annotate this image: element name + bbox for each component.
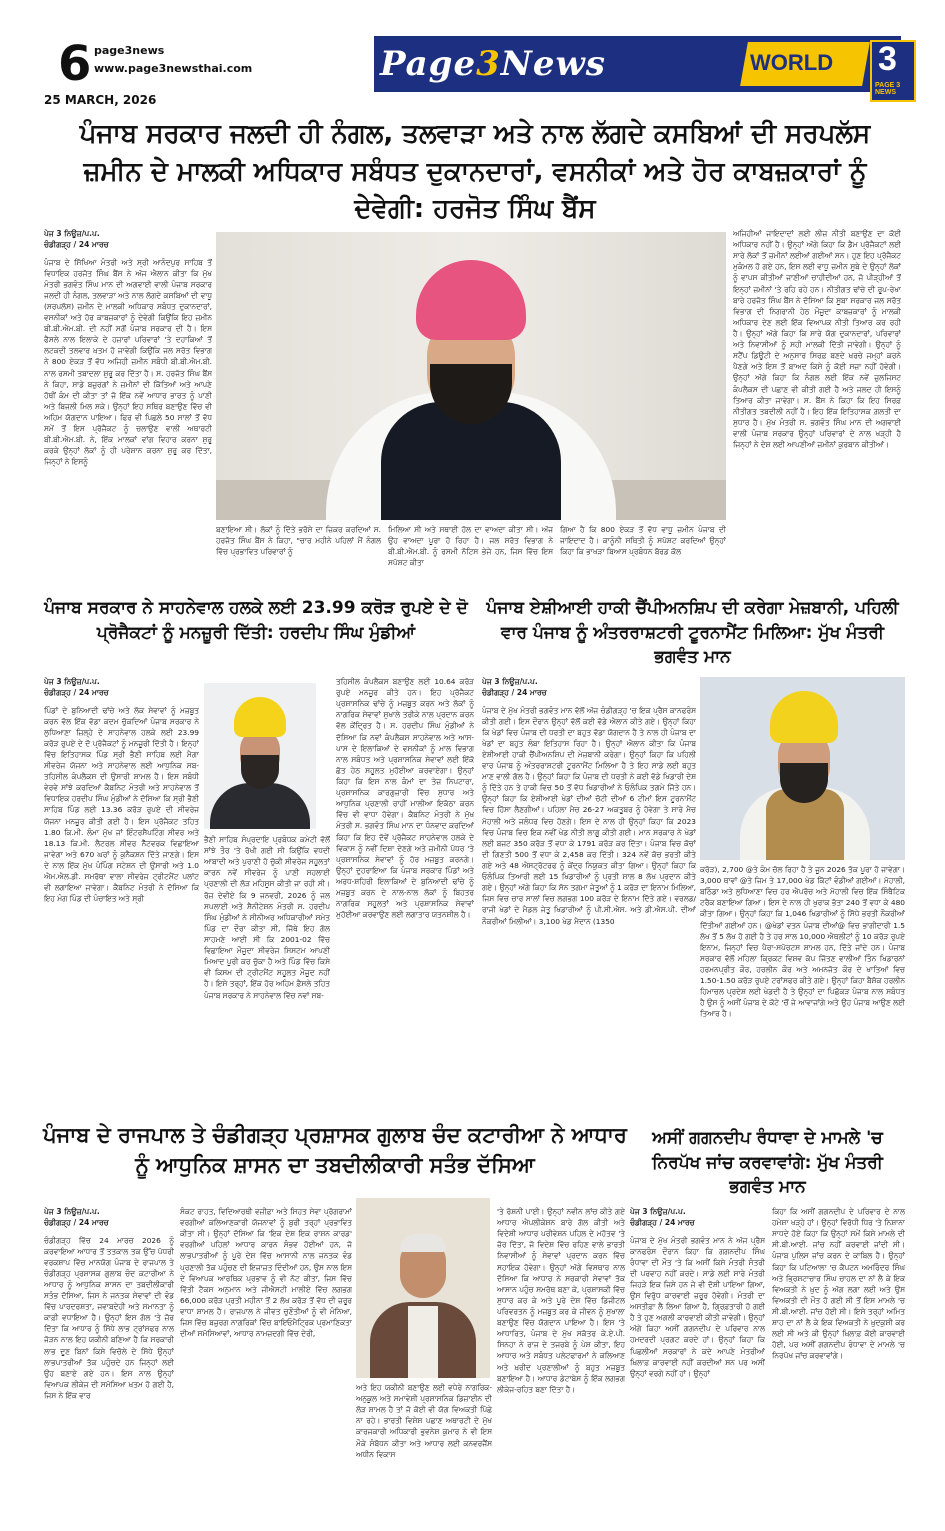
- article-text: ਪੰਜਾਬ ਦੇ ਮੁੱਖ ਮੰਤਰੀ ਭਗਵੰਤ ਮਾਨ ਵੱਲੋਂ ਅੱਜ ਚੰਡੀਗੜ੍ਹ 'ਚ ਇਕ ਪ੍ਰੈਸ ਕਾਨਫਰੰਸ ਕੀਤੀ ਗਈ। ਇਸ ਦੌਰਾਨ ਉਨ੍ਹਾਂ ਵੱਲੋਂ ਕਈ ਵੱਡੇ ਐਲਾਨ ਕੀਤੇ ਗਏ। ਉਨ੍ਹਾਂ ਕਿਹਾ ਕਿ ਖੇਡਾਂ ਵਿਚ ਪੰਜਾਬ ਦੀ ਧਰਤੀ ਦਾ ਬਹੁਤ ਵੱਡਾ ਯੋਗਦਾਨ ਹੈ ਤੇ ਨਾਲ ਹੀ ਪੰਜਾਬ ਦਾ ਖੇਡਾਂ ਦਾ ਬਹੁਤ ਲੰਬਾ ਇਤਿਹਾਸ ਰਿਹਾ ਹੈ। ਉਨ੍ਹਾਂ ਐਲਾਨ ਕੀਤਾ ਕਿ ਪੰਜਾਬ ਏਸ਼ੀਆਈ ਹਾਕੀ ਚੈਂਪੀਅਨਸ਼ਿਪ ਦੀ ਮੇਜ਼ਬਾਨੀ ਕਰੇਗਾ। ਉਨ੍ਹਾਂ ਕਿਹਾ ਕਿ ਪਹਿਲੀ ਵਾਰ ਪੰਜਾਬ ਨੂੰ ਅੰਤਰਰਾਸ਼ਟਰੀ ਟੂਰਨਾਮੈਂਟ ਮਿਲਿਆ ਹੈ ਤੇ ਇਹ ਸਾਡੇ ਲਈ ਬਹੁਤ ਮਾਣ ਵਾਲੀ ਗੱਲ ਹੈ। ਉਨ੍ਹਾਂ ਕਿਹਾ ਕਿ ਪੰਜਾਬ ਦੀ ਧਰਤੀ ਨੇ ਕਈ ਵੱਡੇ ਖਿਡਾਰੀ ਦੇਸ਼ ਨੂੰ ਦਿੱਤੇ ਹਨ ਤੇ ਹਾਕੀ ਵਿਚ 50 ਤੋਂ ਵੱਧ ਖਿਡਾਰੀਆਂ ਨੇ ਓਲੰਪਿਕ ਤਗਮੇ ਜਿੱਤੇ ਹਨ। ਉਨ੍ਹਾਂ ਕਿਹਾ ਕਿ ਏਸ਼ੀਆਈ ਖੇਡਾਂ ਦੀਆਂ ਚੋਟੀ ਦੀਆਂ 6 ਟੀਮਾਂ ਇਸ ਟੂਰਨਾਮੈਂਟ ਵਿਚ ਹਿੱਸਾ ਲੈਣਗੀਆਂ। ਪਹਿਲਾ ਮੈਚ 26-27 ਅਕਤੂਬਰ ਨੂੰ ਹੋਵੇਗਾ ਤੇ ਸਾਰੇ ਮੈਚ ਮੋਹਾਲੀ ਅਤੇ ਜਲੰਧਰ ਵਿਚ ਹੋਣਗੇ। ਇਸ ਦੇ ਨਾਲ ਹੀ ਉਨ੍ਹਾਂ ਕਿਹਾ ਕਿ 2023 ਵਿਚ ਪੰਜਾਬ ਵਿਚ ਇਕ ਨਵੀਂ ਖੇਡ ਨੀਤੀ ਲਾਗੂ ਕੀਤੀ ਗਈ। ਮਾਨ ਸਰਕਾਰ ਨੇ ਖੇਡਾਂ ਲਈ ਬਜਟ 350 ਕਰੋੜ ਤੋਂ ਵਧਾ ਕੇ 1791 ਕਰੋੜ ਕਰ ਦਿੱਤਾ। ਪੰਜਾਬ ਵਿਚ ਕੋਚਾਂ ਦੀ ਗਿਣਤੀ 500 ਤੋਂ ਵਧਾ ਕੇ 2,458 ਕਰ ਦਿੱਤੀ। 324 ਨਵੇਂ ਕੋਚ ਭਰਤੀ ਕੀਤੇ ਗਏ ਅਤੇ 48 ਐਸਟ੍ਰੋਟਰਫ ਨੂੰ ਕੇਂਦ੍ਰ ਨਿਯੁਕਤ ਕੀਤਾ ਗਿਆ। ਉਨ੍ਹਾਂ ਕਿਹਾ ਕਿ ਓਲੰਪਿਕ ਤਿਆਰੀ ਲਈ 15 ਖਿਡਾਰੀਆਂ ਨੂੰ ਪ੍ਰਤੀ ਸਾਲ 8 ਲੱਖ ਪ੍ਰਦਾਨ ਕੀਤੇ ਗਏ। ਉਨ੍ਹਾਂ ਅੱਗੇ ਕਿਹਾ ਕਿ ਸੋਨ ਤਗਮਾ ਜੇਤੂਆਂ ਨੂੰ 1 ਕਰੋੜ ਦਾ ਇਨਾਮ ਮਿਲਿਆ, ਜਿਸ ਵਿਚ ਚਾਰ ਸਾਲਾਂ ਵਿਚ ਲਗਭਗ 100 ਕਰੋੜ ਦੇ ਇਨਾਮ ਦਿੱਤੇ ਗਏ। ਵਰਲਡ/ਰਾਜੀ ਖੇਡਾਂ ਦੇ ਮੈਡਲ ਜੇਤੂ ਖਿਡਾਰੀਆਂ ਨੂੰ ਪੀ.ਸੀ.ਐਸ. ਅਤੇ ਡੀ.ਐਸ.ਪੀ. ਦੀਆਂ ਨੌਕਰੀਆਂ ਮਿਲੀਆਂ। 3,100 ਖੇਡ ਮੈਦਾਨ (1350: [482, 705, 696, 926]
- article-text: ਚੰਡੀਗੜ੍ਹ ਵਿੱਚ 24 ਮਾਰਚ 2026 ਨੂੰ ਕਰਵਾਇਆ ਆਧਾਰ ਤੋਂ ਤਤਕਾਲ ਤਕ ਉੱਚ ਪੱਧਰੀ ਵਰਕਸ਼ਾਪ ਵਿੱਚ ਮਾਨਯੋਗ ਪੰਜਾਬ ਦੇ ਰਾਜਪਾਲ ਤੇ ਚੰਡੀਗੜ੍ਹ ਪ੍ਰਸ਼ਾਸਕ ਗੁਲਾਬ ਚੰਦ ਕਟਾਰੀਆ ਨੇ ਆਧਾਰ ਨੂੰ ਆਧੁਨਿਕ ਸ਼ਾਸਨ ਦਾ ਤਬਦੀਲੀਕਾਰੀ ਸਤੰਭ ਦੱਸਿਆ, ਜਿਸ ਨੇ ਜਨਤਕ ਸੇਵਾਵਾਂ ਦੀ ਵੰਡ ਵਿੱਚ ਪਾਰਦਰਸ਼ਤਾ, ਜਵਾਬਦੇਹੀ ਅਤੇ ਸਮਾਨਤਾ ਨੂੰ ਕਾਫ਼ੀ ਵਧਾਇਆ ਹੈ। ਉਨ੍ਹਾਂ ਇਸ ਗੱਲ 'ਤੇ ਜ਼ੋਰ ਦਿੱਤਾ ਕਿ ਆਧਾਰ ਨੂੰ ਸਿੱਧੇ ਲਾਭ ਟ੍ਰਾਂਸਫਰ ਨਾਲ ਜੋੜਨ ਨਾਲ ਇਹ ਯਕੀਨੀ ਬਣਿਆ ਹੈ ਕਿ ਸਰਕਾਰੀ ਲਾਭ ਦੂਣ ਬਿਨਾਂ ਕਿਸੇ ਵਿਚੋਲੇ ਦੇ ਸਿੱਧੇ ਉਨ੍ਹਾਂ ਲਾਭਪਾਤਰੀਆਂ ਤੱਕ ਪਹੁੰਚਦੇ ਹਨ ਜਿਨ੍ਹਾਂ ਲਈ ਉਹ ਬਣਾਏ ਗਏ ਹਨ। ਇਸ ਨਾਲ ਉਨ੍ਹਾਂ ਵਿਆਪਕ ਲੀਕੇਜ ਦੀ ਸਮੱਸਿਆ ਖ਼ਤਮ ਹੋ ਗਈ ਹੈ, ਜਿਸ ਨੇ ਇੱਕ ਵਾਰ: [44, 1235, 174, 1401]
- article-text: ਭੈਣੀ ਸਾਹਿਬ ਸੰਪ੍ਰਦਾਇ ਪ੍ਰਬੰਧਕ ਕਮੇਟੀ ਵੱਲੋਂ ਸਾਂਝੇ ਤੌਰ 'ਤੇ ਰੱਖੀ ਗਈ ਸੀ ਕਿਉਂਕਿ ਵਧਦੀ ਆਬਾਦੀ ਅਤੇ ਪੁਰਾਣੀ ਹੋ ਚੁੱਕੀ ਸੀਵਰੇਜ ਸਹੂਲਤਾਂ ਕਾਰਨ ਨਵੇਂ ਸੀਵਰੇਜ ਨੂੰ ਪਾਣੀ ਸਹਲਾਈ ਪ੍ਰਣਾਲੀ ਦੀ ਲੋੜ ਮਹਿਸੂਸ ਕੀਤੀ ਜਾ ਰਹੀ ਸੀ। ਰੋਜ਼ ਦੇਵੀਏ ਕਿ 9 ਜਨਵਰੀ, 2026 ਨੂੰ ਜਲ ਸਪਲਾਈ ਅਤੇ ਸੈਨੀਟੇਸ਼ਨ ਮੰਤਰੀ ਸ. ਹਰਦੀਪ ਸਿੰਘ ਮੁੰਡੀਆਂ ਨੇ ਸੀਨੀਅਰ ਅਧਿਕਾਰੀਆਂ ਸਮੇਤ ਪਿੰਡ ਦਾ ਦੌਰਾ ਕੀਤਾ ਸੀ, ਜਿੱਥੇ ਇਹ ਗੱਲ ਸਾਹਮਣੇ ਆਈ ਸੀ ਕਿ 2001-02 ਵਿੱਚ ਵਿਛਾਇਆ ਮੌਜੂਦਾ ਸੀਵਰੇਜ ਸਿਸਟਮ ਆਪਣੀ ਮਿਆਦ ਪੂਰੀ ਕਰ ਚੁੱਕਾ ਹੈ ਅਤੇ ਪਿੰਡ ਵਿੱਚ ਕਿਸੇ ਵੀ ਕਿਸਮ ਦੀ ਟ੍ਰੀਟਮੈਂਟ ਸਹੂਲਤ ਮੌਜੂਦ ਨਹੀਂ ਹੈ। ਇਸੇ ਤਰ੍ਹਾਂ, ਇੱਕ ਹੋਰ ਅਹਿਮ ਫ਼ੈਸਲੇ ਤਹਿਤ ਪੰਜਾਬ ਸਰਕਾਰ ਨੇ ਸਾਹਨੇਵਾਲ ਵਿੱਚ ਨਵਾਂ ਸਬ-: [204, 835, 330, 1000]
- article-text: ਅਤੇ ਇਹ ਯਕੀਨੀ ਬਣਾਉਣ ਲਈ ਵਧੇਰੇ ਨਾਗਰਿਕ-ਅਨੁਕੂਲ ਅਤੇ ਸਮਾਵੇਸ਼ੀ ਪ੍ਰਸ਼ਾਸਨਿਕ ਡਿਜ਼ਾਈਨ ਦੀ ਲੋੜ ਸ਼ਾਮਲ ਹੈ ਤਾਂ ਜੋ ਕੋਈ ਵੀ ਯੋਗ ਵਿਅਕਤੀ ਪਿੱਛੇ ਨਾ ਰਹੇ। ਭਾਰਤੀ ਵਿਸ਼ੇਸ਼ ਪਛਾਣ ਅਥਾਰਟੀ ਦੇ ਮੁੱਖ ਕਾਰਜਕਾਰੀ ਅਧਿਕਾਰੀ ਭੁਵਨੇਸ਼ ਕੁਮਾਰ ਨੇ ਵੀ ਇਸ ਮੌਕੇ ਸੰਬੋਧਨ ਕੀਤਾ ਅਤੇ ਆਧਾਰ ਲਈ ਕਨਵਰਜੈਂਸ ਅਧੀਨ ਵਿਕਾਸ: [356, 1383, 492, 1459]
- byline: ਪੇਜ 3 ਨਿਊਜ਼/ਪ.ਪ.: [44, 677, 100, 686]
- article-text: ਬਣਾਇਆ ਸੀ। ਲੋਕਾਂ ਨੂੰ ਦਿੱਤੇ ਭਰੋਸੇ ਦਾ ਜ਼ਿਕਰ ਕਰਦਿਆਂ ਸ. ਹਰਜੋਤ ਸਿੰਘ ਬੈਂਸ ਨੇ ਕਿਹਾ, "ਚਾਰ ਮਹੀਨੇ ਪਹਿਲਾਂ ਮੈਂ ਨੰਗਲ ਵਿੱਚ ਪ੍ਰਭਾਵਿਤ ਪਰਿਵਾਰਾਂ ਨੂੰ: [216, 525, 381, 557]
- brand-num: 3: [476, 44, 501, 84]
- byline: ਪੇਜ 3 ਨਿਊਜ਼/ਪ.ਪ.: [630, 1207, 686, 1216]
- site-url[interactable]: www.page3newsthai.com: [94, 62, 253, 75]
- photo-gulab-chand-kataria: [356, 1198, 490, 1378]
- article-text: ਕਿਹਾ ਕਿ ਅਸੀਂ ਗਗਨਦੀਪ ਦੇ ਪਰਿਵਾਰ ਦੇ ਨਾਲ ਹਮੇਸ਼ਾ ਖੜ੍ਹੇ ਹਾਂ। ਉਨ੍ਹਾਂ ਵਿਰੋਧੀ ਧਿਰ 'ਤੇ ਨਿਸ਼ਾਨਾ ਸਾਧਦੇ ਹੋਏ ਕਿਹਾ ਕਿ ਉਨ੍ਹਾਂ ਸਮੇਂ ਕਿਸੇ ਮਾਮਲੇ ਦੀ ਸੀ.ਬੀ.ਆਈ. ਜਾਂਚ ਨਹੀਂ ਕਰਵਾਈ ਜਾਂਦੀ ਸੀ। ਪੰਜਾਬ ਪੁਲਿਸ ਜਾਂਚ ਕਰਨ ਦੇ ਕਾਬਿਲ ਹੈ। ਉਨ੍ਹਾਂ ਕਿਹਾ ਕਿ ਪਟਿਆਲਾ 'ਚ ਕੈਪਟਨ ਅਮਰਿੰਦਰ ਸਿੰਘ ਅਤੇ ਭ੍ਰਿਸ਼ਟਾਚਾਰ ਸਿੰਘ ਚਾਹਲ ਦਾ ਨਾਂ ਲੈ ਕੇ ਇਕ ਵਿਅਕਤੀ ਨੇ ਖ਼ੁਦ ਨੂੰ ਅੱਗ ਲਗਾ ਲਈ ਅਤੇ ਉਸ ਵਿਅਕਤੀ ਦੀ ਮੌਤ ਹੋ ਗਈ ਸੀ ਤੋਂ ਇਸ ਮਾਮਲੇ 'ਚ ਸੀ.ਬੀ.ਆਈ. ਜਾਂਚ ਹੋਈ ਸੀ। ਇਸੇ ਤਰ੍ਹਾਂ ਅਮਿਤ ਸ਼ਾਹ ਦਾ ਨਾਂ ਲੈ ਕੇ ਇਕ ਵਿਅਕਤੀ ਨੇ ਖ਼ੁਦਕੁਸ਼ੀ ਕਰ ਲਈ ਸੀ ਅਤੇ ਕੀ ਉਨ੍ਹਾਂ ਖ਼ਿਲਾਫ਼ ਕੋਈ ਕਾਰਵਾਈ ਹੋਈ, ਪਰ ਅਸੀਂ ਗਗਨਦੀਪ ਰੰਧਾਵਾ ਦੇ ਮਾਮਲੇ 'ਚ ਨਿਰਪੱਖ ਜਾਂਚ ਕਰਵਾਵਾਂਗੇ।: [772, 1207, 905, 1361]
- issue-date: 25 MARCH, 2026: [44, 93, 157, 107]
- gagandeep-column-2: [772, 1206, 905, 1506]
- main-story-column-1: [44, 228, 212, 596]
- kataria-column-1: [44, 1206, 174, 1506]
- hockey-headline: ਪੰਜਾਬ ਏਸ਼ੀਆਈ ਹਾਕੀ ਚੈਂਪੀਅਨਸ਼ਿਪ ਦੀ ਕਰੇਗਾ ਮੇਜ਼ਬਾਨੀ, ਪਹਿਲੀ ਵਾਰ ਪੰਜਾਬ ਨੂੰ ਅੰਤਰਰਾਸ਼ਟਰੀ ਟੂਰਨਾਮੈਂਟ ਮਿਲਿਆ: ਮੁੱਖ ਮੰਤਰੀ ਭਗਵੰਤ ਮਾਨ: [486, 598, 899, 668]
- article-text: ਕਰੋੜ), 2,700 @ਤੇ ਕੰਮ ਚੱਲ ਰਿਹਾ ਹੈ ਤੇ ਜੂਨ 2026 ਤੱਕ ਪੂਰਾ ਹੋ ਜਾਵੇਗਾ। 3,000 ਥਾਵਾਂ @ਤੇ ਜਿਮ ਤੇ 17,000 ਖੇਡ ਕਿੱਟਾਂ ਵੰਡੀਆਂ ਗਈਆਂ। ਮੋਹਾਲੀ, ਬਠਿੰਡਾ ਅਤੇ ਲੁਧਿਆਣਾ ਵਿਚ ਹਰ ਐਪਰੋਚ ਅਤੇ ਮੋਹਾਲੀ ਵਿਚ ਇੱਕ ਸਿੰਥੈਟਿਕ ਟਰੈਕ ਬਣਾਇਆ ਗਿਆ। ਇਸ ਦੇ ਨਾਲ ਹੀ ਖੁਰਾਕ ਭੱਤਾ 240 ਤੋਂ ਵਧਾ ਕੇ 480 ਕੀਤਾ ਗਿਆ। ਉਨ੍ਹਾਂ ਕਿਹਾ ਕਿ 1,046 ਖਿਡਾਰੀਆਂ ਨੂੰ ਸਿੱਧੇ ਭਰਤੀ ਨੌਕਰੀਆਂ ਦਿੱਤੀਆਂ ਗਈਆਂ ਹਨ। @ਖੇਡਾਂ ਵਤਨ ਪੰਜਾਬ ਦੀਆਂ@ ਵਿਚ ਭਾਗੀਦਾਰੀ 1.5 ਲੱਖ ਤੋਂ 5 ਲੱਖ ਹੋ ਗਈ ਹੈ ਤੇ ਹਰ ਸਾਲ 10,000 ਐਥਲੀਟਾਂ ਨੂੰ 10 ਕਰੋੜ ਰੁਪਏ ਇਨਾਮ, ਜਿਨ੍ਹਾਂ ਵਿਚ ਪੈਰਾ-ਸਪੋਰਟਸ ਸ਼ਾਮਲ ਹਨ, ਦਿੱਤੇ ਜਾਂਦੇ ਹਨ। ਪੰਜਾਬ ਸਰਕਾਰ ਵੱਲੋਂ ਮਹਿਲਾ ਕ੍ਰਿਕਟ ਵਿਸ਼ਵ ਕੱਪ ਜਿੱਤਣ ਵਾਲੀਆਂ ਤਿੰਨ ਖਿਡਾਰਨਾਂ ਹਰਮਨਪ੍ਰੀਤ ਕੌਰ, ਹਰਲੀਨ ਕੌਰ ਅਤੇ ਅਮਨਜੋਤ ਕੌਰ ਦੇ ਖਾਤਿਆਂ ਵਿਚ 1.50-1.50 ਕਰੋੜ ਰੁਪਏ ਟਰਾਂਸਫਰ ਕੀਤੇ ਗਏ। ਉਨ੍ਹਾਂ ਕਿਹਾ ਬੈਸ਼ੱਕ ਹਰਲੀਨ ਹਿਮਾਚਲ ਪ੍ਰਦੇਸ਼ ਲਈ ਖੇਡਦੀ ਹੈ ਤੇ ਉਨ੍ਹਾਂ ਦਾ ਪਿਛੋਕੜ ਪੰਜਾਬ ਨਾਲ ਸਬੰਧਤ ਹੈ ਉਸ ਨੂੰ ਅਸੀਂ ਪੰਜਾਬ ਦੇ ਕੋਟੇ 'ਚੋਂ ਜੇ ਆਵਾਜਾਂਗੇ ਅਤੇ ਉਹ ਪੰਜਾਬ ਆਉਣ ਲਈ ਤਿਆਰ ਹੈ।: [700, 865, 905, 1019]
- corner-logo-number: 3: [878, 40, 897, 78]
- dateline: ਚੰਡੀਗੜ੍ਹ / 24 ਮਾਰਚ: [44, 1218, 109, 1228]
- article-text: ਮਿਲਿਆ ਸੀ ਅਤੇ ਸਥਾਈ ਹੱਲ ਦਾ ਵਾਅਦਾ ਕੀਤਾ ਸੀ। ਅੱਜ ਉਹ ਵਾਅਦਾ ਪੂਰਾ ਹੋ ਰਿਹਾ ਹੈ। ਜਲ ਸਰੋਤ ਵਿਭਾਗ ਨੇ ਬੀ.ਬੀ.ਐਮ.ਬੀ. ਨੂੰ ਰਸਮੀ ਨੋਟਿਸ ਭੇਜੇ ਹਨ, ਜਿਸ ਵਿੱਚ ਇਸ ਸਪੱਸ਼ਟ ਕੀਤਾ: [388, 525, 553, 568]
- photo-harjot-bains: [216, 232, 726, 520]
- dateline: ਚੰਡੀਗੜ੍ਹ / 24 ਮਾਰਚ: [44, 240, 109, 250]
- photo-bhagwant-mann: [700, 677, 905, 860]
- dateline: ਚੰਡੀਗੜ੍ਹ / 24 ਮਾਰਚ: [482, 688, 547, 698]
- dateline: ਚੰਡੀਗੜ੍ਹ / 24 ਮਾਰਚ: [44, 688, 109, 698]
- main-headline: ਪੰਜਾਬ ਸਰਕਾਰ ਜਲਦੀ ਹੀ ਨੰਗਲ, ਤਲਵਾੜਾ ਅਤੇ ਨਾਲ ਲੱਗਦੇ ਕਸਬਿਆਂ ਦੀ ਸਰਪਲੱਸ ਜ਼ਮੀਨ ਦੇ ਮਾਲਕੀ ਅਧਿਕਾਰ ਸਬੰਧਤ ਦੁਕਾਨਦਾਰਾਂ, ਵਸਨੀਕਾਂ ਅਤੇ ਹੋਰ ਕਾਬਜ਼ਕਾਰਾਂ ਨੂੰ ਦੇਵੇਗੀ: ਹਰਜੋਤ ਸਿੰਘ ਬੈਂਸ: [79, 119, 871, 225]
- masthead: [44, 36, 901, 98]
- gagandeep-headline: ਅਸੀਂ ਗਗਨਦੀਪ ਰੰਧਾਵਾ ਦੇ ਮਾਮਲੇ 'ਚ ਨਿਰਪੱਖ ਜਾਂਚ ਕਰਵਾਵਾਂਗੇ: ਮੁੱਖ ਮੰਤਰੀ ਭਗਵੰਤ ਮਾਨ: [652, 1128, 883, 1198]
- article-text: ਸੰਕਟ ਰਾਹਤ, ਵਿਦਿਆਰਥੀ ਵਜ਼ੀਫ਼ਾ ਅਤੇ ਸਿਹਤ ਸੇਵਾ ਪ੍ਰੋਗਰਾਮਾਂ ਵਰਗੀਆਂ ਕਲਿਆਣਕਾਰੀ ਯੋਜਨਾਵਾਂ ਨੂੰ ਬੁਰੀ ਤਰ੍ਹਾਂ ਪ੍ਰਭਾਵਿਤ ਕੀਤਾ ਸੀ। ਉਨ੍ਹਾਂ ਦੱਸਿਆ ਕਿ 'ਇਕ ਦੇਸ਼ ਇਕ ਰਾਸ਼ਨ ਕਾਰਡ' ਵਰਗੀਆਂ ਪਹਿਲਾਂ ਆਧਾਰ ਕਾਰਨ ਸੰਭਵ ਹੋਈਆਂ ਹਨ, ਜੋ ਲਾਭਪਾਤਰੀਆਂ ਨੂੰ ਪੂਰੇ ਦੇਸ਼ ਵਿੱਚ ਆਸਾਨੀ ਨਾਲ ਜਨਤਕ ਵੰਡ ਪ੍ਰਣਾਲੀ ਤੱਕ ਪਹੁੰਚਣ ਦੀ ਇਜਾਜ਼ਤ ਦਿੰਦੀਆਂ ਹਨ, ਉਸ ਨਾਲ ਇਸ ਦੇ ਵਿਆਪਕ ਆਰਥਿਕ ਪ੍ਰਭਾਵ ਨੂੰ ਵੀ ਨੋਟ ਕੀਤਾ, ਜਿਸ ਵਿੱਚ ਵਿੱਤੀ ਟੈਕਸ ਅਨੁਮਾਨ ਅਤੇ ਜੀਐਸਟੀ ਮਾਲੀਏ ਵਿੱਚ ਲਗਭਗ 66,000 ਕਰੋੜ ਪ੍ਰਤੀ ਮਹੀਨਾ ਤੋਂ 2 ਲੱਖ ਕਰੋੜ ਤੋਂ ਵੱਧ ਦੀ ਜ਼ਰੂਰ ਵਾਧਾ ਸ਼ਾਮਲ ਹੈ। ਰਾਜਪਾਲ ਨੇ ਜੀਵਤ ਚੁਣੌਤੀਆਂ ਨੂੰ ਵੀ ਮੰਨਿਆ, ਜਿਸ ਵਿੱਚ ਬਜ਼ੁਰਗ ਨਾਗਰਿਕਾਂ ਵਿੱਚ ਬਾਇਓਮੈਟ੍ਰਿਕ ਪ੍ਰਮਾਣਿਕਤਾ ਦੀਆਂ ਸਮੱਸਿਆਵਾਂ, ਆਧਾਰ ਨਾਮਜ਼ਦਗੀ ਵਿੱਚ ਦੇਰੀ,: [180, 1207, 352, 1339]
- kataria-column-3: [497, 1206, 625, 1506]
- article-text: ਤਹਿਸੀਲ ਕੰਪਲੈਕਸ ਬਣਾਉਣ ਲਈ 10.64 ਕਰੋੜ ਰੁਪਏ ਮਨਜ਼ੂਰ ਕੀਤੇ ਹਨ। ਇਹ ਪ੍ਰੋਜੈਕਟ ਪ੍ਰਸ਼ਾਸਨਿਕ ਢਾਂਚੇ ਨੂੰ ਮਜ਼ਬੂਤ ਕਰਨ ਅਤੇ ਲੋਕਾਂ ਨੂੰ ਨਾਗਰਿਕ ਸੇਵਾਵਾਂ ਸੁਖਾਲੇ ਤਰੀਕੇ ਨਾਲ ਪ੍ਰਦਾਨ ਕਰਨ ਵੱਲ ਕੇਂਦ੍ਰਿਤ ਹੈ। ਸ. ਹਰਦੀਪ ਸਿੰਘ ਮੁੰਡੀਆਂ ਨੇ ਦੱਸਿਆ ਕਿ ਨਵਾਂ ਕੰਪਲੈਕਸ ਸਾਹਨੇਵਾਲ ਅਤੇ ਆਸ-ਪਾਸ ਦੇ ਇਲਾਕਿਆਂ ਦੇ ਵਸਨੀਕਾਂ ਨੂੰ ਮਾਲ ਵਿਭਾਗ ਨਾਲ ਸਬੰਧਤ ਅਤੇ ਪ੍ਰਸ਼ਾਸਨਿਕ ਸੇਵਾਵਾਂ ਲਈ ਇੱਕੋ ਛੱਤ ਹੇਠ ਸਹੂਲਤ ਮੁਹੱਈਆ ਕਰਵਾਏਗਾ। ਉਨ੍ਹਾਂ ਕਿਹਾ ਕਿ ਇਸ ਨਾਲ ਕੰਮਾਂ ਦਾ ਤੇਜ਼ ਨਿਪਟਾਰਾ, ਪ੍ਰਸ਼ਾਸਨਿਕ ਕਾਰਗੁਜ਼ਾਰੀ ਵਿੱਚ ਸੁਧਾਰ ਅਤੇ ਆਧੁਨਿਕ ਪ੍ਰਣਾਲੀ ਰਾਹੀਂ ਮਾਲੀਆ ਇਕੱਠਾ ਕਰਨ ਵਿੱਚ ਵੀ ਵਾਧਾ ਹੋਵੇਗਾ। ਕੈਬਨਿਟ ਮੰਤਰੀ ਨੇ ਮੁੱਖ ਮੰਤਰੀ ਸ. ਭਗਵੰਤ ਸਿੰਘ ਮਾਨ ਦਾ ਧੰਨਵਾਦ ਕਰਦਿਆਂ ਕਿਹਾ ਕਿ ਇਹ ਦੋਵੇਂ ਪ੍ਰੋਜੈਕਟ ਸਾਹਨੇਵਾਲ ਹਲਕੇ ਦੇ ਵਿਕਾਸ ਨੂੰ ਨਵੀਂ ਦਿਸ਼ਾ ਦੇਣਗੇ ਅਤੇ ਜ਼ਮੀਨੀ ਪੱਧਰ 'ਤੇ ਪ੍ਰਸ਼ਾਸਨਿਕ ਸੇਵਾਵਾਂ ਨੂੰ ਹੋਰ ਮਜ਼ਬੂਤ ਕਰਨਗੇ। ਉਨ੍ਹਾਂ ਦੁਹਰਾਇਆ ਕਿ ਪੰਜਾਬ ਸਰਕਾਰ ਪਿੰਡਾਂ ਅਤੇ ਅਰਧ-ਸ਼ਹਿਰੀ ਇਲਾਕਿਆਂ ਦੇ ਬੁਨਿਆਦੀ ਢਾਂਚੇ ਨੂੰ ਮਜ਼ਬੂਤ ਕਰਨ ਦੇ ਨਾਲ-ਨਾਲ ਲੋਕਾਂ ਨੂੰ ਬਿਹਤਰ ਨਾਗਰਿਕ ਸਹੂਲਤਾਂ ਅਤੇ ਪ੍ਰਸ਼ਾਸਨਿਕ ਸੇਵਾਵਾਂ ਮੁਹੱਈਆ ਕਰਵਾਉਣ ਲਈ ਲਗਾਤਾਰ ਯਤਨਸ਼ੀਲ ਹੈ।: [336, 677, 474, 920]
- brand-page: Page: [380, 44, 477, 84]
- page-number: 6: [58, 36, 92, 92]
- mundian-column-1: [44, 676, 199, 1122]
- hockey-column-1: [482, 676, 696, 1122]
- byline: ਪੇਜ 3 ਨਿਊਜ਼/ਪ.ਪ.: [482, 677, 538, 686]
- article-text: 'ਤੇ ਰੋਸ਼ਨੀ ਪਾਈ। ਉਨ੍ਹਾਂ ਨਵੀਨ ਲਾਂਚ ਕੀਤੇ ਗਏ ਆਧਾਰ ਐਪਲੀਕੇਸ਼ਨ ਬਾਰੇ ਗੱਲ ਕੀਤੀ ਅਤੇ ਵਿਦੇਸ਼ੀ ਆਧਾਰ ਪਰੀਵੇਸ਼ਨ ਪਹਿਲ ਦੇ ਮਹੱਤਵ 'ਤੇ ਜ਼ੋਰ ਦਿੱਤਾ, ਜੋ ਵਿਦੇਸ਼ ਵਿੱਚ ਰਹਿਣ ਵਾਲੇ ਭਾਰਤੀ ਨਿਵਾਸੀਆਂ ਨੂੰ ਸੇਵਾਵਾਂ ਪ੍ਰਦਾਨ ਕਰਨ ਵਿੱਚ ਸਹਾਇਕ ਹੋਵੇਗਾ। ਉਨ੍ਹਾਂ ਅੱਗੇ ਵਿਸਥਾਰ ਨਾਲ ਦੱਸਿਆ ਕਿ ਆਧਾਰ ਨੇ ਸਰਕਾਰੀ ਸੇਵਾਵਾਂ ਤੱਕ ਆਸਾਨ ਪਹੁੰਚ ਸਮਰੱਥ ਬਣਾ ਕੇ, ਪ੍ਰਸ਼ਾਸਕੀ ਵਿੱਚ ਸੁਧਾਰ ਕਰ ਕੇ ਅਤੇ ਪੂਰੇ ਦੇਸ਼ ਵਿੱਚ ਡਿਜੀਟਲ ਪਰਿਵਰਤਨ ਨੂੰ ਮਜ਼ਬੂਤ ਕਰ ਕੇ ਜੀਵਨ ਨੂੰ ਸੁਖਾਲਾ ਬਣਾਉਣ ਵਿੱਚ ਯੋਗਦਾਨ ਪਾਇਆ ਹੈ। ਇਸ 'ਤੇ ਆਧਾਰਿਤ, ਪੰਜਾਬ ਦੇ ਮੁੱਖ ਸਕੱਤਰ ਕੇ.ਏ.ਪੀ. ਸਿਨਹਾ ਨੇ ਰਾਜ ਦੇ ਤਜਰਬੇ ਨੂੰ ਪੇਸ਼ ਕੀਤਾ, ਇਹ ਆਧਾਰ ਅਤੇ ਸਬੰਧਤ ਪਲੇਟਫਾਰਮਾਂ ਨੇ ਕਲਿਆਣ ਅਤੇ ਖ਼ਰੀਦ ਪ੍ਰਣਾਲੀਆਂ ਨੂੰ ਬਹੁਤ ਮਜ਼ਬੂਤ ਬਣਾਇਆ ਹੈ। ਆਧਾਰ ਡੇਟਾਬੇਸ ਨੂੰ ਇੱਕ ਲਗਭਗ ਲੀਕੇਜ-ਰਹਿਤ ਬਣਾ ਦਿੱਤਾ ਹੈ।: [497, 1207, 625, 1394]
- photo-hardeep-mundian: [204, 683, 316, 829]
- site-name: page3news: [94, 44, 165, 57]
- kataria-column-2: [180, 1206, 352, 1506]
- kataria-headline: ਪੰਜਾਬ ਦੇ ਰਾਜਪਾਲ ਤੇ ਚੰਡੀਗੜ੍ਹ ਪ੍ਰਸ਼ਾਸਕ ਗੁਲਾਬ ਚੰਦ ਕਟਾਰੀਆ ਨੇ ਆਧਾਰ ਨੂੰ ਆਧੁਨਿਕ ਸ਼ਾਸਨ ਦਾ ਤਬਦੀਲੀਕਾਰੀ ਸਤੰਭ ਦੱਸਿਆ: [43, 1123, 627, 1178]
- corner-logo-text: PAGE 3 NEWS: [875, 82, 901, 96]
- article-text: ਗਿਆ ਹੈ ਕਿ 800 ਏਕੜ ਤੋਂ ਵੱਧ ਵਾਧੂ ਜ਼ਮੀਨ ਪੰਜਾਬ ਦੀ ਜਾਇਦਾਦ ਹੈ। ਕਾਨੂੰਨੀ ਸਥਿਤੀ ਨੂੰ ਸਪੱਸ਼ਟ ਕਰਦਿਆਂ ਉਨ੍ਹਾਂ ਕਿਹਾ ਕਿ ਭਾਖੜਾ ਬਿਆਸ ਪ੍ਰਬੰਧਨ ਬੋਰਡ ਕੋਲ: [560, 525, 726, 557]
- byline: ਪੇਜ 3 ਨਿਊਜ਼/ਪ.ਪ.: [44, 1207, 100, 1216]
- article-text: ਪੰਜਾਬ ਦੇ ਮੁੱਖ ਮੰਤਰੀ ਭਗਵੰਤ ਮਾਨ ਨੇ ਅੱਜ ਪ੍ਰੈਸ ਕਾਨਫਰੰਸ ਦੌਰਾਨ ਕਿਹਾ ਕਿ ਗਗਨਦੀਪ ਸਿੰਘ ਰੰਧਾਵਾ ਦੀ ਮੌਤ 'ਤੇ ਕਿ ਅਸੀਂ ਕਿਸੇ ਮੰਤਰੀ ਸੰਤਰੀ ਦੀ ਪਰਵਾਹ ਨਹੀਂ ਕਰਦੇ। ਸਾਡੇ ਲਈ ਸਾਰੇ ਮੰਤਰੀ ਜਿਹੜੇ ਇਕ ਜਿਸੇ ਹਨ ਜੇ ਵੀ ਦੋਸ਼ੀ ਪਾਇਆ ਗਿਆ, ਉਸ ਵਿਰੁੱਧ ਕਾਰਵਾਈ ਜ਼ਰੂਰ ਹੋਵੇਗੀ। ਮੰਤਰੀ ਦਾ ਅਸਤੀਫ਼ਾ ਲੈ ਲਿਆ ਗਿਆ ਹੈ, ਗ੍ਰਿਫ਼ਤਾਰੀ ਹੋ ਗਈ ਹੈ ਤੇ ਹੁਣ ਅਗਲੀ ਕਾਰਵਾਈ ਕੀਤੀ ਜਾਵੇਗੀ। ਉਨ੍ਹਾਂ ਅੱਗੇ ਕਿਹਾ ਅਸੀਂ ਗਗਨਦੀਪ ਦੇ ਪਰਿਵਾਰ ਨਾਲ ਹਮਦਰਦੀ ਪ੍ਰਗਟ ਕਰਦੇ ਹਾਂ। ਉਨ੍ਹਾਂ ਕਿਹਾ ਕਿ ਪਿਛਲੀਆਂ ਸਰਕਾਰਾਂ ਨੇ ਕਦੇ ਆਪਣੇ ਮੰਤਰੀਆਂ ਖ਼ਿਲਾਫ਼ ਕਾਰਵਾਈ ਨਹੀਂ ਕਰਦੀਆਂ ਸਨ ਪਰ ਅਸੀਂ ਉਨ੍ਹਾਂ ਵਰਗੇ ਨਹੀਂ ਹਾਂ। ਉਨ੍ਹਾਂ: [630, 1235, 765, 1378]
- section-label: WORLD: [750, 50, 834, 75]
- main-story-column-2: [733, 228, 901, 596]
- brand-logo: [380, 44, 606, 84]
- dateline: ਚੰਡੀਗੜ੍ਹ / 24 ਮਾਰਚ: [630, 1218, 695, 1228]
- hockey-column-2: [700, 864, 905, 1122]
- article-text: ਅਜਿਹੀਆਂ ਜਾਇਦਾਦਾਂ ਲਈ ਲੀਜ਼ ਨੀਤੀ ਬਣਾਉਣ ਦਾ ਕੋਈ ਅਧਿਕਾਰ ਨਹੀਂ ਹੈ। ਉਨ੍ਹਾਂ ਅੱਗੇ ਕਿਹਾ ਕਿ ਡੈਮ ਪ੍ਰੋਜੈਕਟਾਂ ਲਈ ਸਾਰੇ ਲੋਕਾਂ ਤੋਂ ਜ਼ਮੀਨਾਂ ਲਈਆਂ ਗਈਆਂ ਸਨ। ਹੁਣ ਇਹ ਪ੍ਰੋਜੈਕਟ ਮੁਕੰਮਲ ਹੋ ਗਏ ਹਨ, ਇਸ ਲਈ ਵਾਧੂ ਜ਼ਮੀਨ ਸੂਬੇ ਦੇ ਉਨ੍ਹਾਂ ਲੋਕਾਂ ਨੂੰ ਵਾਪਸ ਕੀਤੀਆਂ ਜਾਣੀਆਂ ਚਾਹੀਦੀਆਂ ਹਨ, ਜੋ ਪੀੜ੍ਹੀਆਂ ਤੋਂ ਇਨ੍ਹਾਂ ਜ਼ਮੀਨਾਂ 'ਤੇ ਰਹਿ ਰਹੇ ਹਨ। ਨੀਤੀਗਤ ਢਾਂਚੇ ਦੀ ਰੂਪ-ਰੇਖਾ ਬਾਰੇ ਹਰਜੋਤ ਸਿੰਘ ਬੈਂਸ ਨੇ ਦੱਸਿਆ ਕਿ ਸੂਬਾ ਸਰਕਾਰ ਜਲ ਸਰੋਤ ਵਿਭਾਗ ਦੀ ਨਿਗਰਾਨੀ ਹੇਠ ਮੌਜੂਦਾ ਕਾਬਜ਼ਕਾਰਾਂ ਨੂੰ ਮਾਲਕੀ ਅਧਿਕਾਰ ਦੇਣ ਲਈ ਇੱਕ ਵਿਆਪਕ ਨੀਤੀ ਤਿਆਰ ਕਰ ਰਹੀ ਹੈ। ਉਨ੍ਹਾਂ ਅੱਗੇ ਕਿਹਾ ਕਿ ਸਾਰੇ ਯੋਗ ਦੁਕਾਨਦਾਰਾਂ, ਪਰਿਵਾਰਾਂ ਅਤੇ ਨਿਵਾਸੀਆਂ ਨੂੰ ਸਹੀ ਮਾਲਕੀ ਦਿੱਤੀ ਜਾਵੇਗੀ। ਉਨ੍ਹਾਂ ਨੂੰ ਸਟੈਂਪ ਡਿਊਟੀ ਦੇ ਅਨੁਸਾਰ ਸਿਰਫ਼ ਬਣਦੇ ਖ਼ਰਚੇ ਜਮ੍ਹਾਂ ਕਰਨੇ ਪੈਣਗੇ ਅਤੇ ਇਸ ਤੋਂ ਬਾਅਦ ਕਿਸੇ ਨੂੰ ਕੋਈ ਸਜ਼ਾ ਨਹੀਂ ਹੋਵੇਗੀ। ਉਨ੍ਹਾਂ ਅੱਗੇ ਕਿਹਾ ਕਿ ਨੰਗਲ ਲਈ ਇੱਕ ਨਵੇਂ ਜ਼ੁਲਜਿਸਟ ਕੰਪਲੈਕਸ ਦੀ ਪਛਾਣ ਵੀ ਕੀਤੀ ਗਈ ਹੈ ਅਤੇ ਜਲਦ ਹੀ ਇਸਨੂੰ ਤਿਆਰ ਕੀਤਾ ਜਾਵੇਗਾ। ਸ. ਬੈਂਸ ਨੇ ਕਿਹਾ ਕਿ ਇਹ ਸਿਰਫ਼ ਨੀਤੀਗਤ ਤਬਦੀਲੀ ਨਹੀਂ ਹੈ। ਇਹ ਇੱਕ ਇਤਿਹਾਸਕ ਗ਼ਲਤੀ ਦਾ ਸੁਧਾਰ ਹੈ। ਮੁੱਖ ਮੰਤਰੀ ਸ. ਭਗਵੰਤ ਸਿੰਘ ਮਾਨ ਦੀ ਅਗਵਾਈ ਵਾਲੀ ਪੰਜਾਬ ਸਰਕਾਰ ਉਨ੍ਹਾਂ ਪਰਿਵਾਰਾਂ ਦੇ ਨਾਲ ਖੜ੍ਹੀ ਹੈ ਜਿਨ੍ਹਾਂ ਨੇ ਦੇਸ਼ ਲਈ ਆਪਣੀਆਂ ਜ਼ਮੀਨਾਂ ਕੁਰਬਾਨ ਕੀਤੀਆਂ।: [733, 229, 901, 450]
- byline: ਪੇਜ 3 ਨਿਊਜ਼/ਪ.ਪ.: [44, 229, 100, 238]
- article-text: ਪਿੰਡਾਂ ਦੇ ਬੁਨਿਆਦੀ ਢਾਂਚੇ ਅਤੇ ਲੋਕ ਸੇਵਾਵਾਂ ਨੂੰ ਮਜ਼ਬੂਤ ਕਰਨ ਵੱਲ ਇੱਕ ਵੱਡਾ ਕਦਮ ਚੁੱਕਦਿਆਂ ਪੰਜਾਬ ਸਰਕਾਰ ਨੇ ਲੁਧਿਆਣਾ ਜ਼ਿਲ੍ਹੇ ਦੇ ਸਾਹਨੇਵਾਲ ਹਲਕੇ ਲਈ 23.99 ਕਰੋੜ ਰੁਪਏ ਦੇ ਦੋ ਪ੍ਰੋਜੈਕਟਾਂ ਨੂੰ ਮਨਜ਼ੂਰੀ ਦਿੱਤੀ ਹੈ। ਇਨ੍ਹਾਂ ਵਿੱਚ ਇਤਿਹਾਸਕ ਪਿੰਡ ਸ੍ਰੀ ਭੈਣੀ ਸਾਹਿਬ ਲਈ ਮੈਗਾ ਸੀਵਰੇਜ ਯੋਜਨਾ ਅਤੇ ਸਾਹਨੇਵਾਲ ਲਈ ਆਧੁਨਿਕ ਸਬ-ਤਹਿਸੀਲ ਕੰਪਲੈਕਸ ਦੀ ਉਸਾਰੀ ਸ਼ਾਮਲ ਹੈ। ਇਸ ਸਬੰਧੀ ਵੇਰਵੇ ਸਾਂਝੇ ਕਰਦਿਆਂ ਕੈਬਨਿਟ ਮੰਤਰੀ ਅਤੇ ਸਾਹਨੇਵਾਲ ਤੋਂ ਵਿਧਾਇਕ ਹਰਦੀਪ ਸਿੰਘ ਮੁੰਡੀਆਂ ਨੇ ਦੱਸਿਆ ਕਿ ਸ੍ਰੀ ਭੈਣੀ ਸਾਹਿਬ ਪਿੰਡ ਲਈ 13.36 ਕਰੋੜ ਰੁਪਏ ਦੀ ਸੀਵਰੇਜ ਯੋਜਨਾ ਮਨਜ਼ੂਰ ਕੀਤੀ ਗਈ ਹੈ। ਇਸ ਪ੍ਰੋਜੈਕਟ ਤਹਿਤ 1.80 ਕਿ.ਮੀ. ਲੰਮਾ ਮੁੱਖ ਜਾਂ ਇੰਟਰਸੈਪਟਿੰਗ ਸੀਵਰ ਅਤੇ 18.13 ਕਿ.ਮੀ. ਲੈਟਰਲ ਸੀਵਰ ਨੈੱਟਵਰਕ ਵਿਛਾਇਆ ਜਾਵੇਗਾ ਅਤੇ 670 ਘਰਾਂ ਨੂੰ ਕੁਨੈਕਸ਼ਨ ਦਿੱਤੇ ਜਾਣਗੇ। ਇਸ ਦੇ ਨਾਲ ਇੱਕ ਮੁੱਖ ਪੰਪਿੰਗ ਸਟੇਸ਼ਨ ਦੀ ਉਸਾਰੀ ਅਤੇ 1.0 ਐਮ.ਐਲ.ਡੀ. ਸਮਰੱਥਾ ਵਾਲਾ ਸੀਵਰੇਜ ਟ੍ਰੀਟਮੈਂਟ ਪਲਾਂਟ ਵੀ ਲਗਾਇਆ ਜਾਵੇਗਾ। ਕੈਬਨਿਟ ਮੰਤਰੀ ਨੇ ਦੱਸਿਆ ਕਿ ਇਹ ਮੰਗ ਪਿੰਡ ਦੀ ਪੰਚਾਇਤ ਅਤੇ ਸ੍ਰੀ: [44, 705, 199, 904]
- mundian-column-2: [336, 676, 474, 1122]
- article-text: ਪੰਜਾਬ ਦੇ ਸਿੱਖਿਆ ਮੰਤਰੀ ਅਤੇ ਸ੍ਰੀ ਆਨੰਦਪੁਰ ਸਾਹਿਬ ਤੋਂ ਵਿਧਾਇਕ ਹਰਜੋਤ ਸਿੰਘ ਬੈਂਸ ਨੇ ਅੱਜ ਐਲਾਨ ਕੀਤਾ ਕਿ ਮੁੱਖ ਮੰਤਰੀ ਭਗਵੰਤ ਸਿੰਘ ਮਾਨ ਦੀ ਅਗਵਾਈ ਵਾਲੀ ਪੰਜਾਬ ਸਰਕਾਰ ਜਲਦੀ ਹੀ ਨੰਗਲ, ਤਲਵਾੜਾ ਅਤੇ ਨਾਲ ਲੱਗਦੇ ਕਸਬਿਆਂ ਦੀ ਵਾਧੂ (ਸਰਪਲੱਸ) ਜ਼ਮੀਨ ਦੇ ਮਾਲਕੀ ਅਧਿਕਾਰ ਸਬੰਧਤ ਦੁਕਾਨਦਾਰਾਂ, ਵਸਨੀਕਾਂ ਅਤੇ ਹੋਰ ਕਾਬਜ਼ਕਾਰਾਂ ਨੂੰ ਦੇਵੇਗੀ ਕਿਉਂਕਿ ਇਹ ਜ਼ਮੀਨ ਬੀ.ਬੀ.ਐਮ.ਬੀ. ਦੀ ਨਹੀਂ ਸਗੋਂ ਪੰਜਾਬ ਸਰਕਾਰ ਦੀ ਹੈ। ਇਸ ਫੈਸਲੇ ਨਾਲ ਇਲਾਕੇ ਦੇ ਹਜ਼ਾਰਾਂ ਪਰਿਵਾਰਾਂ 'ਤੇ ਦਹਾਕਿਆਂ ਤੋਂ ਲਟਕਦੀ ਤਲਵਾਰ ਖ਼ਤਮ ਹੋ ਜਾਵੇਗੀ ਕਿਉਂਕਿ ਜਲ ਸਰੋਤ ਵਿਭਾਗ ਨੇ 800 ਏਕੜ ਤੋਂ ਵੱਧ ਅਜਿਹੀ ਜ਼ਮੀਨ ਸਬੰਧੀ ਬੀ.ਬੀ.ਐਮ.ਬੀ. ਨਾਲ ਰਸਮੀ ਤਬਾਦਲਾ ਸ਼ੁਰੂ ਕਰ ਦਿੱਤਾ ਹੈ। ਸ. ਹਰਜੋਤ ਸਿੰਘ ਬੈਂਸ ਨੇ ਕਿਹਾ, ਸਾਡੇ ਬਜ਼ੁਰਗਾਂ ਨੇ ਜ਼ਮੀਨਾਂ ਦੀ ਕਿੱਤਿਆਂ ਅਤੇ ਆਪਣੇ ਹੱਥੀਂ ਕੰਮ ਦੀ ਕੀਤਾ ਤਾਂ ਜੋ ਇੱਕ ਨਵੇਂ ਆਧਾਰ ਭਾਰਤ ਨੂੰ ਪਾਣੀ ਅਤੇ ਬਿਜਲੀ ਮਿਲ ਸਕੇ। ਉਨ੍ਹਾਂ ਇਹ ਸਥਿਰ ਬਣਾਉਣ ਵਿੱਚ ਵੀ ਅਹਿਮ ਯੋਗਦਾਨ ਪਾਇਆ। ਫਿਰ ਵੀ ਪਿਛਲੇ 50 ਸਾਲਾਂ ਤੋਂ ਵੱਧ ਸਮੇਂ ਤੋਂ ਇਸ ਪ੍ਰੋਜੈਕਟ ਨੂੰ ਚਲਾਉਣ ਵਾਲੀ ਅਥਾਰਟੀ ਬੀ.ਬੀ.ਐਮ.ਬੀ. ਨੇ, ਇੱਕ ਮਾਲਕਾਂ ਵਾਂਗ ਵਿਹਾਰ ਕਰਨਾ ਸ਼ੁਰੂ ਕਰਕੇ ਉਨ੍ਹਾਂ ਲੋਕਾਂ ਨੂੰ ਹੀ ਪਰੇਸ਼ਾਨ ਕਰਨਾ ਸ਼ੁਰੂ ਕਰ ਦਿੱਤਾ, ਜਿਨ੍ਹਾਂ ਨੇ ਇਸਨੂੰ: [44, 257, 212, 467]
- mundian-headline: ਪੰਜਾਬ ਸਰਕਾਰ ਨੇ ਸਾਹਨੇਵਾਲ ਹਲਕੇ ਲਈ 23.99 ਕਰੋੜ ਰੁਪਏ ਦੇ ਦੋ ਪ੍ਰੋਜੈਕਟਾਂ ਨੂੰ ਮਨਜ਼ੂਰੀ ਦਿੱਤੀ: ਹਰਦੀਪ ਸਿੰਘ ਮੁੰਡੀਆਂ: [44, 598, 468, 643]
- brand-news: News: [500, 44, 606, 84]
- gagandeep-column-1: [630, 1206, 765, 1506]
